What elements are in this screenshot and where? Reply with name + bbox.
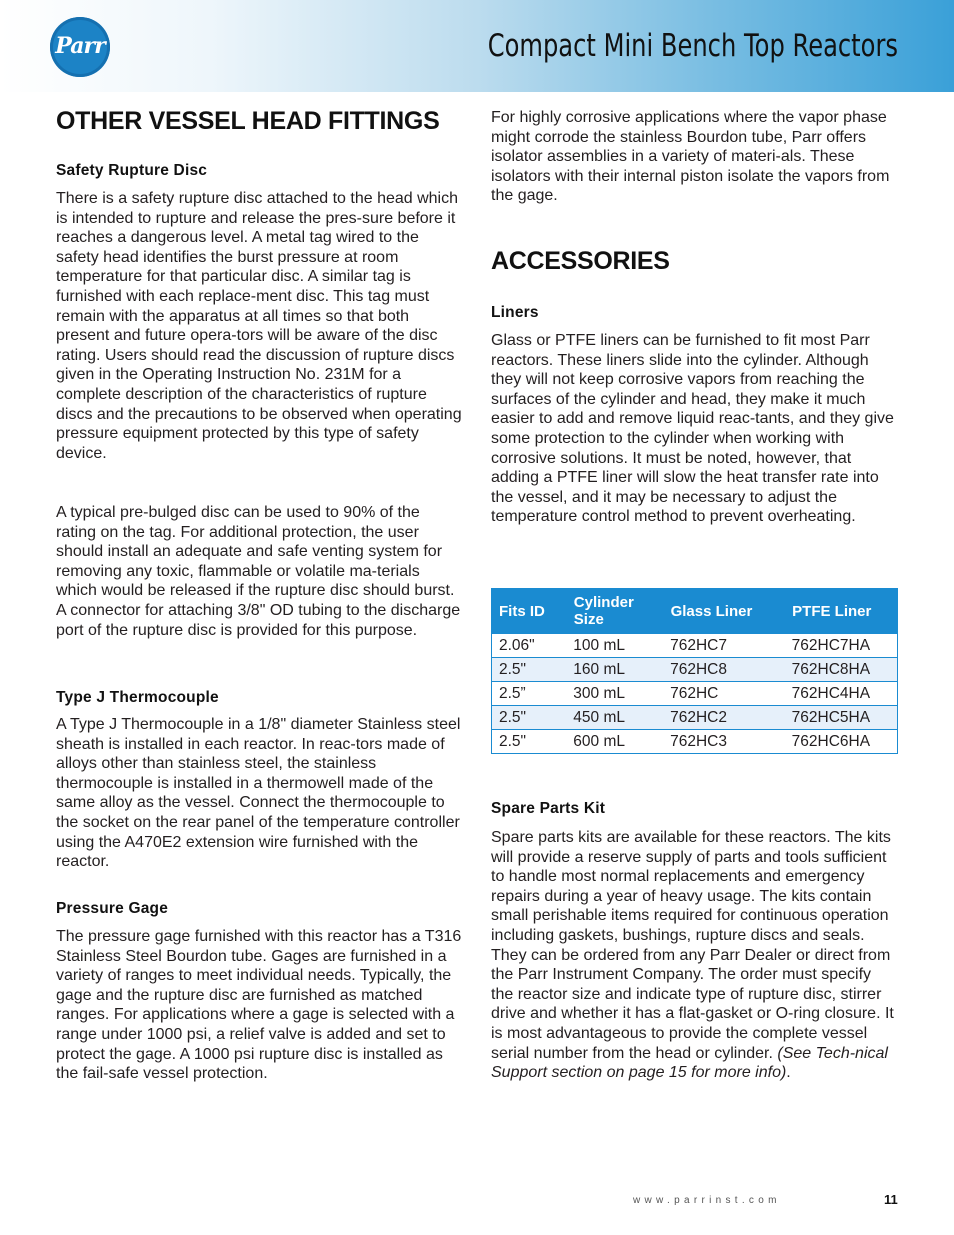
- paragraph-thermocouple: A Type J Thermocouple in a 1/8" diameter Stainless steel sheath is installed in each reactor. In reac-tors made of alloys other than stainless steel, the stainless thermocouple is installed in a thermowell made of the same alloy as the vessel. Connect the thermocouple to the socket on the rear panel of the temperature controller using the A470E2 extension wire furnished with the reactor.: [56, 716, 461, 871]
- thermocouple-title-block: [56, 689, 462, 707]
- subheading-safety-rupture-disc: Safety Rupture Disc: [56, 162, 208, 179]
- cell-glass-liner: 762HC: [663, 682, 785, 706]
- paragraph-pressure-gage: The pressure gage furnished with this reactor has a T316 Stainless Steel Bourdon tube. Gages are furnished in a variety of ranges to meet individual needs. Typically, the gage and the rupture disc are furnished as matched ranges. For applications where a gage is selected with a range under 1000 psi, a relief valve is added and set to protect the gage. A 1000 psi rupture disc is installed as the fail-safe vessel protection.: [56, 928, 462, 1083]
- paragraph-isolator: For highly corrosive applications where the vapor phase might corrode the stainless Bourdon tube, Parr offers isolator assemblies in a variety of materi-als. These isolators with their internal piston isolate the vapors from the gage.: [491, 109, 890, 205]
- cell-cylinder-size: 100 mL: [566, 634, 663, 658]
- cell-fits-id: 2.5": [492, 730, 567, 754]
- footer-url: www.parrinst.com: [633, 1195, 781, 1206]
- cell-ptfe-liner: 762HC8HA: [785, 658, 898, 682]
- table-row: [492, 634, 898, 658]
- cell-ptfe-liner: 762HC6HA: [785, 730, 898, 754]
- col-header-ptfe-liner: PTFE Liner: [785, 589, 898, 634]
- liners-table: [491, 588, 898, 754]
- cell-fits-id: 2.5”: [492, 682, 567, 706]
- cell-cylinder-size: 600 mL: [566, 730, 663, 754]
- cell-ptfe-liner: 762HC4HA: [785, 682, 898, 706]
- subheading-spare-parts-kit: Spare Parts Kit: [491, 800, 606, 817]
- table-row: [492, 706, 898, 730]
- spare-title-block: [491, 800, 897, 818]
- cell-glass-liner: 762HC3: [663, 730, 785, 754]
- subheading-thermocouple: Type J Thermocouple: [56, 689, 219, 706]
- safety-p2-block: [56, 503, 462, 640]
- subheading-pressure-gage: Pressure Gage: [56, 900, 169, 917]
- col-header-fits-id: Fits ID: [492, 589, 567, 634]
- table-header-row: [492, 589, 898, 634]
- page-number: 11: [884, 1192, 898, 1207]
- cell-fits-id: 2.5": [492, 706, 567, 730]
- cell-ptfe-liner: 762HC7HA: [785, 634, 898, 658]
- header-banner: [0, 0, 954, 92]
- parr-logo: Parr: [50, 17, 110, 77]
- safety-p1-block: [56, 189, 462, 463]
- cell-cylinder-size: 160 mL: [566, 658, 663, 682]
- section-heading-accessories: ACCESSORIES: [491, 247, 670, 275]
- other-fittings-heading-block: [56, 107, 462, 136]
- paragraph-safety-2: A typical pre-bulged disc can be used to 90% of the rating on the tag. For additional protection, the user should install an adequate and safe venting system for removing any toxic, flammable or volatile ma-terials which would be released if the rupture disc should burst. A connector for attaching 3/8" OD tubing to the discharge port of the rupture disc is provided for this purpose.: [56, 504, 461, 639]
- col-header-cylinder-size: Cylinder Size: [566, 589, 663, 634]
- table-row: [492, 682, 898, 706]
- cell-cylinder-size: 450 mL: [566, 706, 663, 730]
- paragraph-liners: Glass or PTFE liners can be furnished to fit most Parr reactors. These liners slide into the cylinder. Although they will not keep corrosive vapors from reaching the surfaces of the cylinder and head, they make it much easier to add and remove liquid reac-tants, and they give some protection to the cylinder when working with corrosive solutions. It must be noted, however, that adding a PTFE liner will slow the heat transfer rate into the vessel, and it may be necessary to adjust the temperature control method to prevent overheating.: [491, 332, 894, 526]
- gage-p1-block: [56, 927, 462, 1084]
- spare-p1-block: [491, 828, 897, 1083]
- cell-glass-liner: 762HC7: [663, 634, 785, 658]
- spare-parts-reference: (See Tech-nical Support section on page 15 for more info): [491, 1044, 888, 1082]
- table-row: [492, 730, 898, 754]
- subheading-liners: Liners: [491, 304, 539, 321]
- cell-ptfe-liner: 762HC5HA: [785, 706, 898, 730]
- paragraph-spare-parts: [491, 828, 897, 1083]
- cell-cylinder-size: 300 mL: [566, 682, 663, 706]
- liners-title-block: [491, 304, 897, 322]
- safety-title-block: [56, 162, 462, 180]
- liners-p1-block: [491, 331, 897, 527]
- spare-parts-period: .: [786, 1064, 791, 1082]
- page-title: Compact Mini Bench Top Reactors: [487, 28, 898, 64]
- thermocouple-p1-block: [56, 715, 462, 872]
- spare-parts-text: Spare parts kits are available for these reactors. The kits will provide a reserve supply of parts and tools sufficient to handle most normal replacements and emergency repairs during a year of heavy usage. The kits contain small perishable items required for continuous operation including gaskets, bushings, rupture discs and seals. They can be ordered from any Parr Dealer or direct from the Parr Instrument Company. The order must specify the reactor size and indicate type of rupture disc, stirrer drive and whether it has a flat-gasket or O-ring closure. It is most advantageous to provide the complete vessel serial number from the head or cylinder.: [491, 829, 894, 1062]
- paragraph-safety-1: There is a safety rupture disc attached to the head which is intended to rupture and release the pres-sure before it reaches a dangerous level. A metal tag wired to the safety head identifies the burst pressure at room temperature for that particular disc. A similar tag is furnished with each replace-ment disc. This tag must remain with the apparatus at all times so that both present and future opera-tors will be aware of the disc rating. Users should read the discussion of rupture discs given in the Operating Instruction No. 231M for a complete description of the characteristics of rupture discs and the precautions to be observed when operating pressure equipment protected by this type of safety device.: [56, 190, 462, 462]
- section-heading-other-fittings: OTHER VESSEL HEAD FITTINGS: [56, 107, 440, 135]
- isolator-block: [491, 108, 897, 206]
- accessories-heading-block: [491, 247, 897, 276]
- cell-glass-liner: 762HC2: [663, 706, 785, 730]
- cell-fits-id: 2.06": [492, 634, 567, 658]
- cell-glass-liner: 762HC8: [663, 658, 785, 682]
- col-header-glass-liner: Glass Liner: [663, 589, 785, 634]
- gage-title-block: [56, 900, 462, 918]
- table-row: [492, 658, 898, 682]
- cell-fits-id: 2.5": [492, 658, 567, 682]
